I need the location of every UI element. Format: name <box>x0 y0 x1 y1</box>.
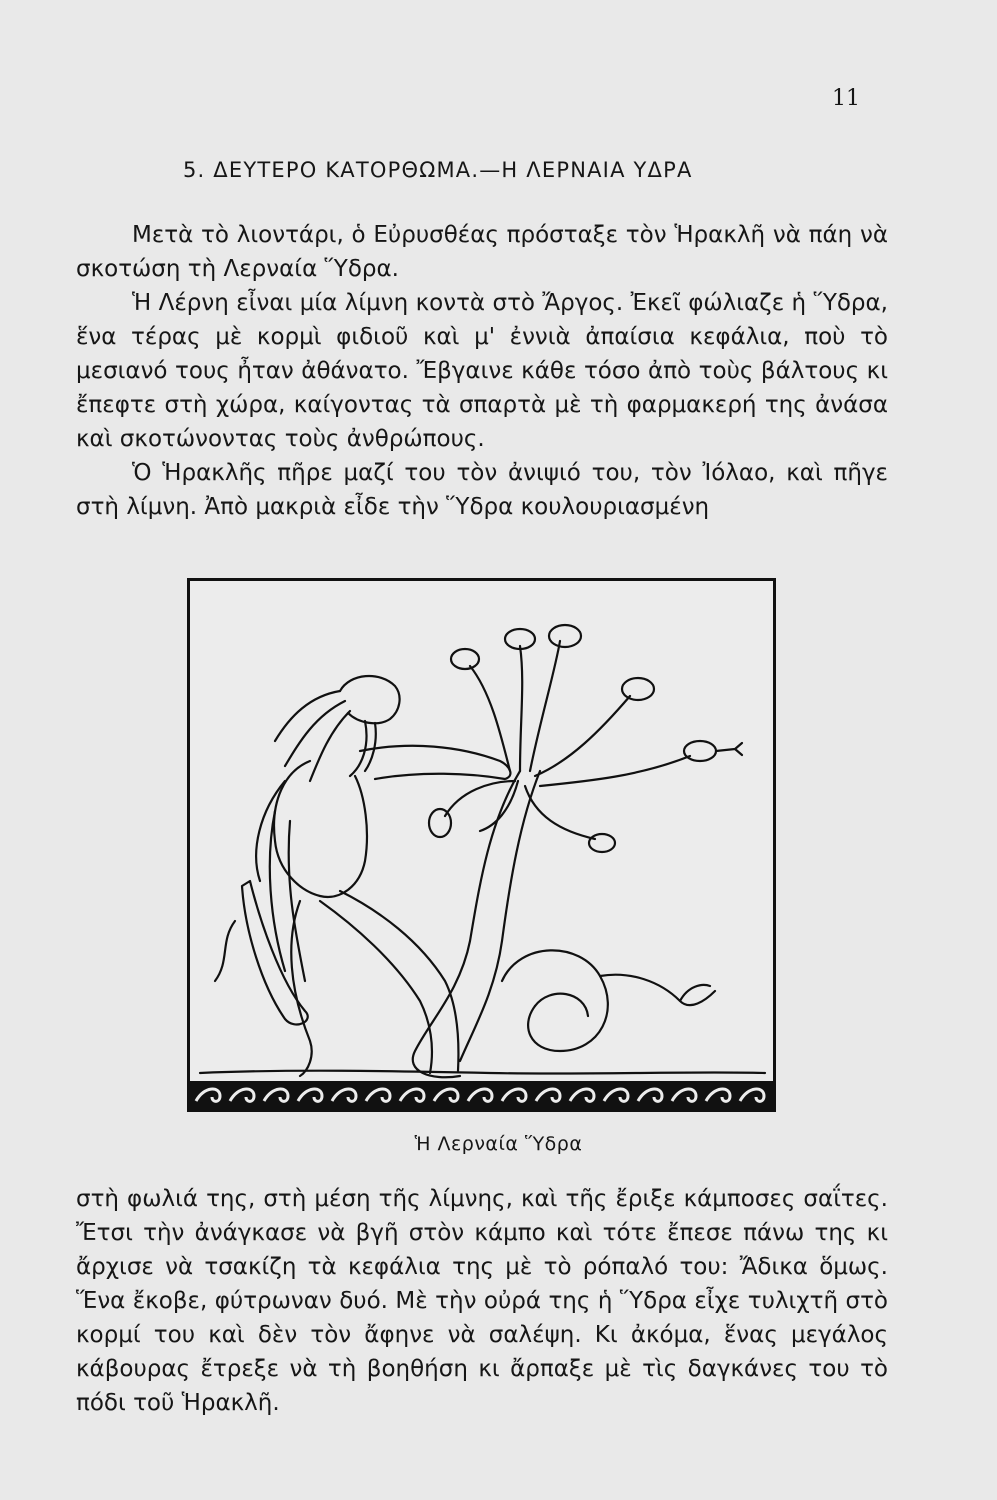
hydra-neck-2 <box>520 646 522 771</box>
hydra-neck-4 <box>535 696 630 776</box>
paragraph: στὴ φωλιά της, στὴ μέση τῆς λίμνης, καὶ τῆς ἔριξε κάμποσες σαΐτες. Ἔτσι τὴν ἀνάγκασε νὰ βγῆ στὸν κάμπο καὶ τότε ἔπεσε πάνω της κι ἄρχισε νὰ τσακίζη τὰ κεφάλια της μὲ τὸ ρόπαλό του: Ἄδικα ὅμως. Ἕνα ἔκοβε, φύτρωναν δυό. Μὲ τὴν οὐρά της ἡ Ὕδρα εἶχε τυλιχτῆ στὸ κορμί του καὶ δὲν τὸν ἄφηνε νὰ σαλέψη. Κι ἀκόμα, ἕνας μεγάλος κάβουρας ἔτρεξε νὰ τὴ βοηθήση κι ἄρπαξε μὲ τὶς δαγκάνες του τὸ πόδι τοῦ Ἡρακλῆ. <box>76 1186 888 1416</box>
hydra-head-5 <box>684 741 716 761</box>
hercules-hydra-illustration <box>190 581 773 1109</box>
figure-caption: Ἡ Λερναία Ὕδρα <box>414 1133 583 1155</box>
hero-leg-front <box>340 891 458 1071</box>
paragraph: Ἡ Λέρνη εἶναι μία λίμνη κοντὰ στὸ Ἄργος. Ἐκεῖ φώλιαζε ἡ Ὕδρα, ἕνα τέρας μὲ κορμὶ φιδιοῦ καὶ μ' ἐννιὰ ἀπαίσια κεφάλια, ποὺ τὸ μεσιανό τους ἦταν ἀθάνατο. Ἔβγαινε κάθε τόσο ἀπὸ τοὺς βάλτους κι ἔπεφτε στὴ χώρα, καίγοντας τὰ σπαρτὰ μὲ τὴ φαρμακερή της ἀνάσα καὶ σκοτώνοντας τοὺς ἀνθρώπους. <box>76 290 888 452</box>
paragraph: Μετὰ τὸ λιοντάρι, ὁ Εὐρυσθέας πρόσταξε τὸν Ἡρακλῆ νὰ πάη νὰ σκοτώση τὴ Λερναία Ὕδρα. <box>76 222 888 282</box>
hero-leg-front-2 <box>320 901 432 1073</box>
lion-tail <box>215 921 235 981</box>
page-number: 11 <box>832 86 860 111</box>
hero-arm <box>360 746 510 779</box>
hero-head <box>340 676 400 723</box>
hydra-tongue <box>716 743 742 755</box>
paragraph: Ὁ Ἡρακλῆς πῆρε μαζί του τὸν ἀνιψιό του, τὸν Ἰόλαο, καὶ πῆγε στὴ λίμνη. Ἀπὸ μακριὰ εἶδε τὴν Ὕδρα κουλουριασμένη <box>76 460 888 520</box>
lion-skin-mane <box>275 691 350 781</box>
hydra-head-3 <box>549 625 581 647</box>
hydra-head-1 <box>451 649 479 669</box>
hydra-neck-8 <box>480 781 518 831</box>
hydra-tail <box>600 975 715 1005</box>
wave-border-band <box>190 1081 773 1109</box>
text-block-top <box>76 218 888 524</box>
hydra-neck-6 <box>525 786 595 839</box>
hydra-coil <box>502 950 608 1051</box>
ground <box>200 1071 765 1074</box>
hydra-head-6 <box>589 834 615 852</box>
section-title: 5. ΔΕΥΤΕΡΟ ΚΑΤΟΡΘΩΜΑ.—Η ΛΕΡΝΑΙΑ ΥΔΡΑ <box>183 158 693 182</box>
hydra-coil-2 <box>535 994 588 1016</box>
text-block-bottom <box>76 1182 888 1420</box>
hydra-neck-1 <box>470 666 510 771</box>
hydra-head-4 <box>622 678 654 700</box>
illustration-frame <box>187 578 776 1112</box>
hydra-neck-3 <box>530 641 560 771</box>
hydra-head-7 <box>429 809 451 837</box>
hero-torso <box>274 761 367 897</box>
